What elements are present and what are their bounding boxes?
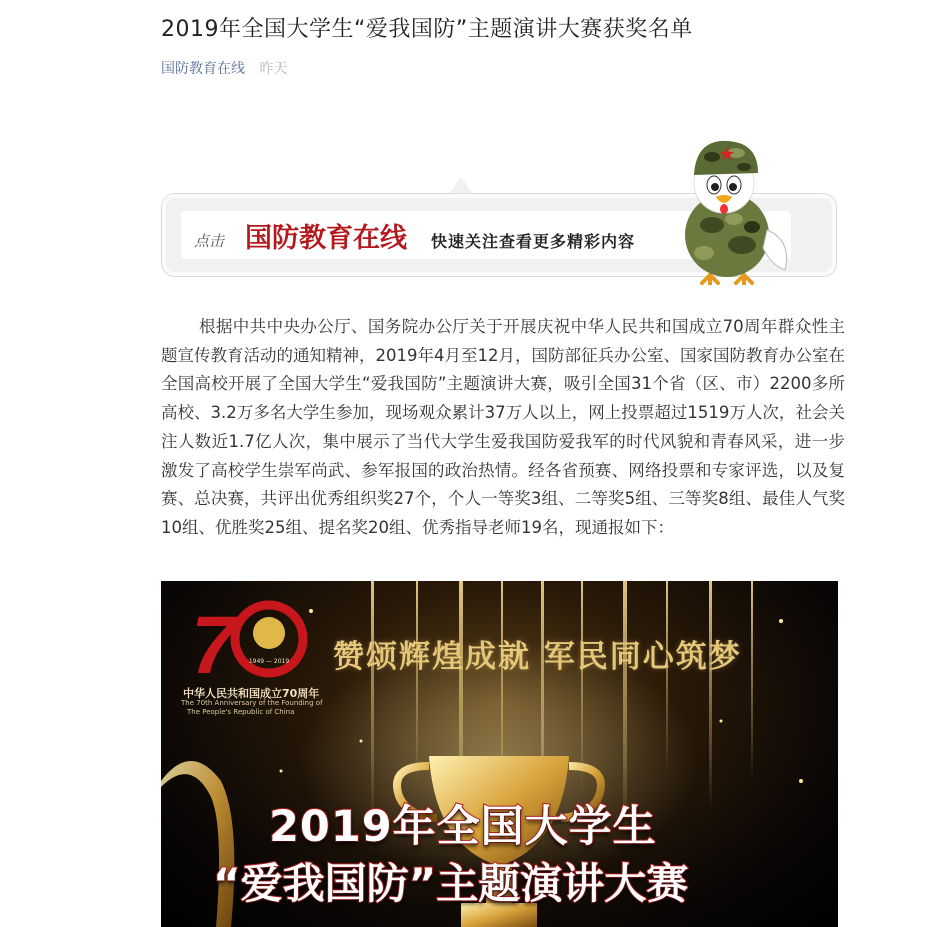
poster-headline-line1: 2019年全国大学生 bbox=[269, 802, 657, 852]
chicken-soldier-mascot-icon bbox=[672, 135, 802, 285]
contest-poster-image bbox=[161, 581, 838, 927]
banner-click-prefix: 点击 bbox=[194, 232, 225, 250]
banner-follow-cta: 快速关注查看更多精彩内容 bbox=[431, 232, 636, 251]
article-meta bbox=[161, 58, 287, 78]
follow-banner[interactable] bbox=[161, 193, 837, 277]
anniversary-title-en-2: The People's Republic of China bbox=[187, 708, 295, 716]
article-body-paragraph: 根据中共中央办公厅、国务院办公厅关于开展庆祝中华人民共和国成立70周年群众性主题宣传教育活动的通知精神，2019年4月至12月，国防部征兵办公室、国家国防教育办公室在全国高校开展了全国大学生“爱我国防”主题演讲大赛，吸引全国31个省（区、市）2200多所高校、3.2万多名大学生参加，现场观众累计37万人以上，网上投票超过1519万人次，社会关注人数近1.7亿人次，集中展示了当代大学生爱我国防爱我军的时代风貌和青春风采，进一步激发了高校学生崇军尚武、参军报国的政治热情。经各省预赛、网络投票和专家评选，以及复赛、总决赛，共评出优秀组织奖27个，个人一等奖3组、二等奖5组、三等奖8组、最佳人气奖10组、优胜奖25组、提名奖20组、优秀指导老师19名，现通报如下： bbox=[161, 317, 845, 537]
banner-notch bbox=[449, 177, 473, 194]
svg-text:7: 7 bbox=[191, 600, 237, 691]
publish-date: 昨天 bbox=[259, 61, 288, 77]
anniversary-title-cn: 中华人民共和国成立70周年 bbox=[183, 687, 320, 700]
poster-headline-line2: “爱我国防”主题演讲大赛 bbox=[213, 859, 689, 908]
article-title: 2019年全国大学生“爱我国防”主题演讲大赛获奖名单 bbox=[161, 17, 693, 42]
svg-text:1949 — 2019: 1949 — 2019 bbox=[248, 658, 290, 665]
account-name-link[interactable]: 国防教育在线 bbox=[161, 61, 245, 77]
anniversary-title-en-1: The 70th Anniversary of the Founding of bbox=[181, 699, 323, 707]
poster-slogan: 赞颂辉煌成就 军民同心筑梦 bbox=[333, 639, 742, 675]
banner-brand-name: 国防教育在线 bbox=[245, 223, 407, 254]
